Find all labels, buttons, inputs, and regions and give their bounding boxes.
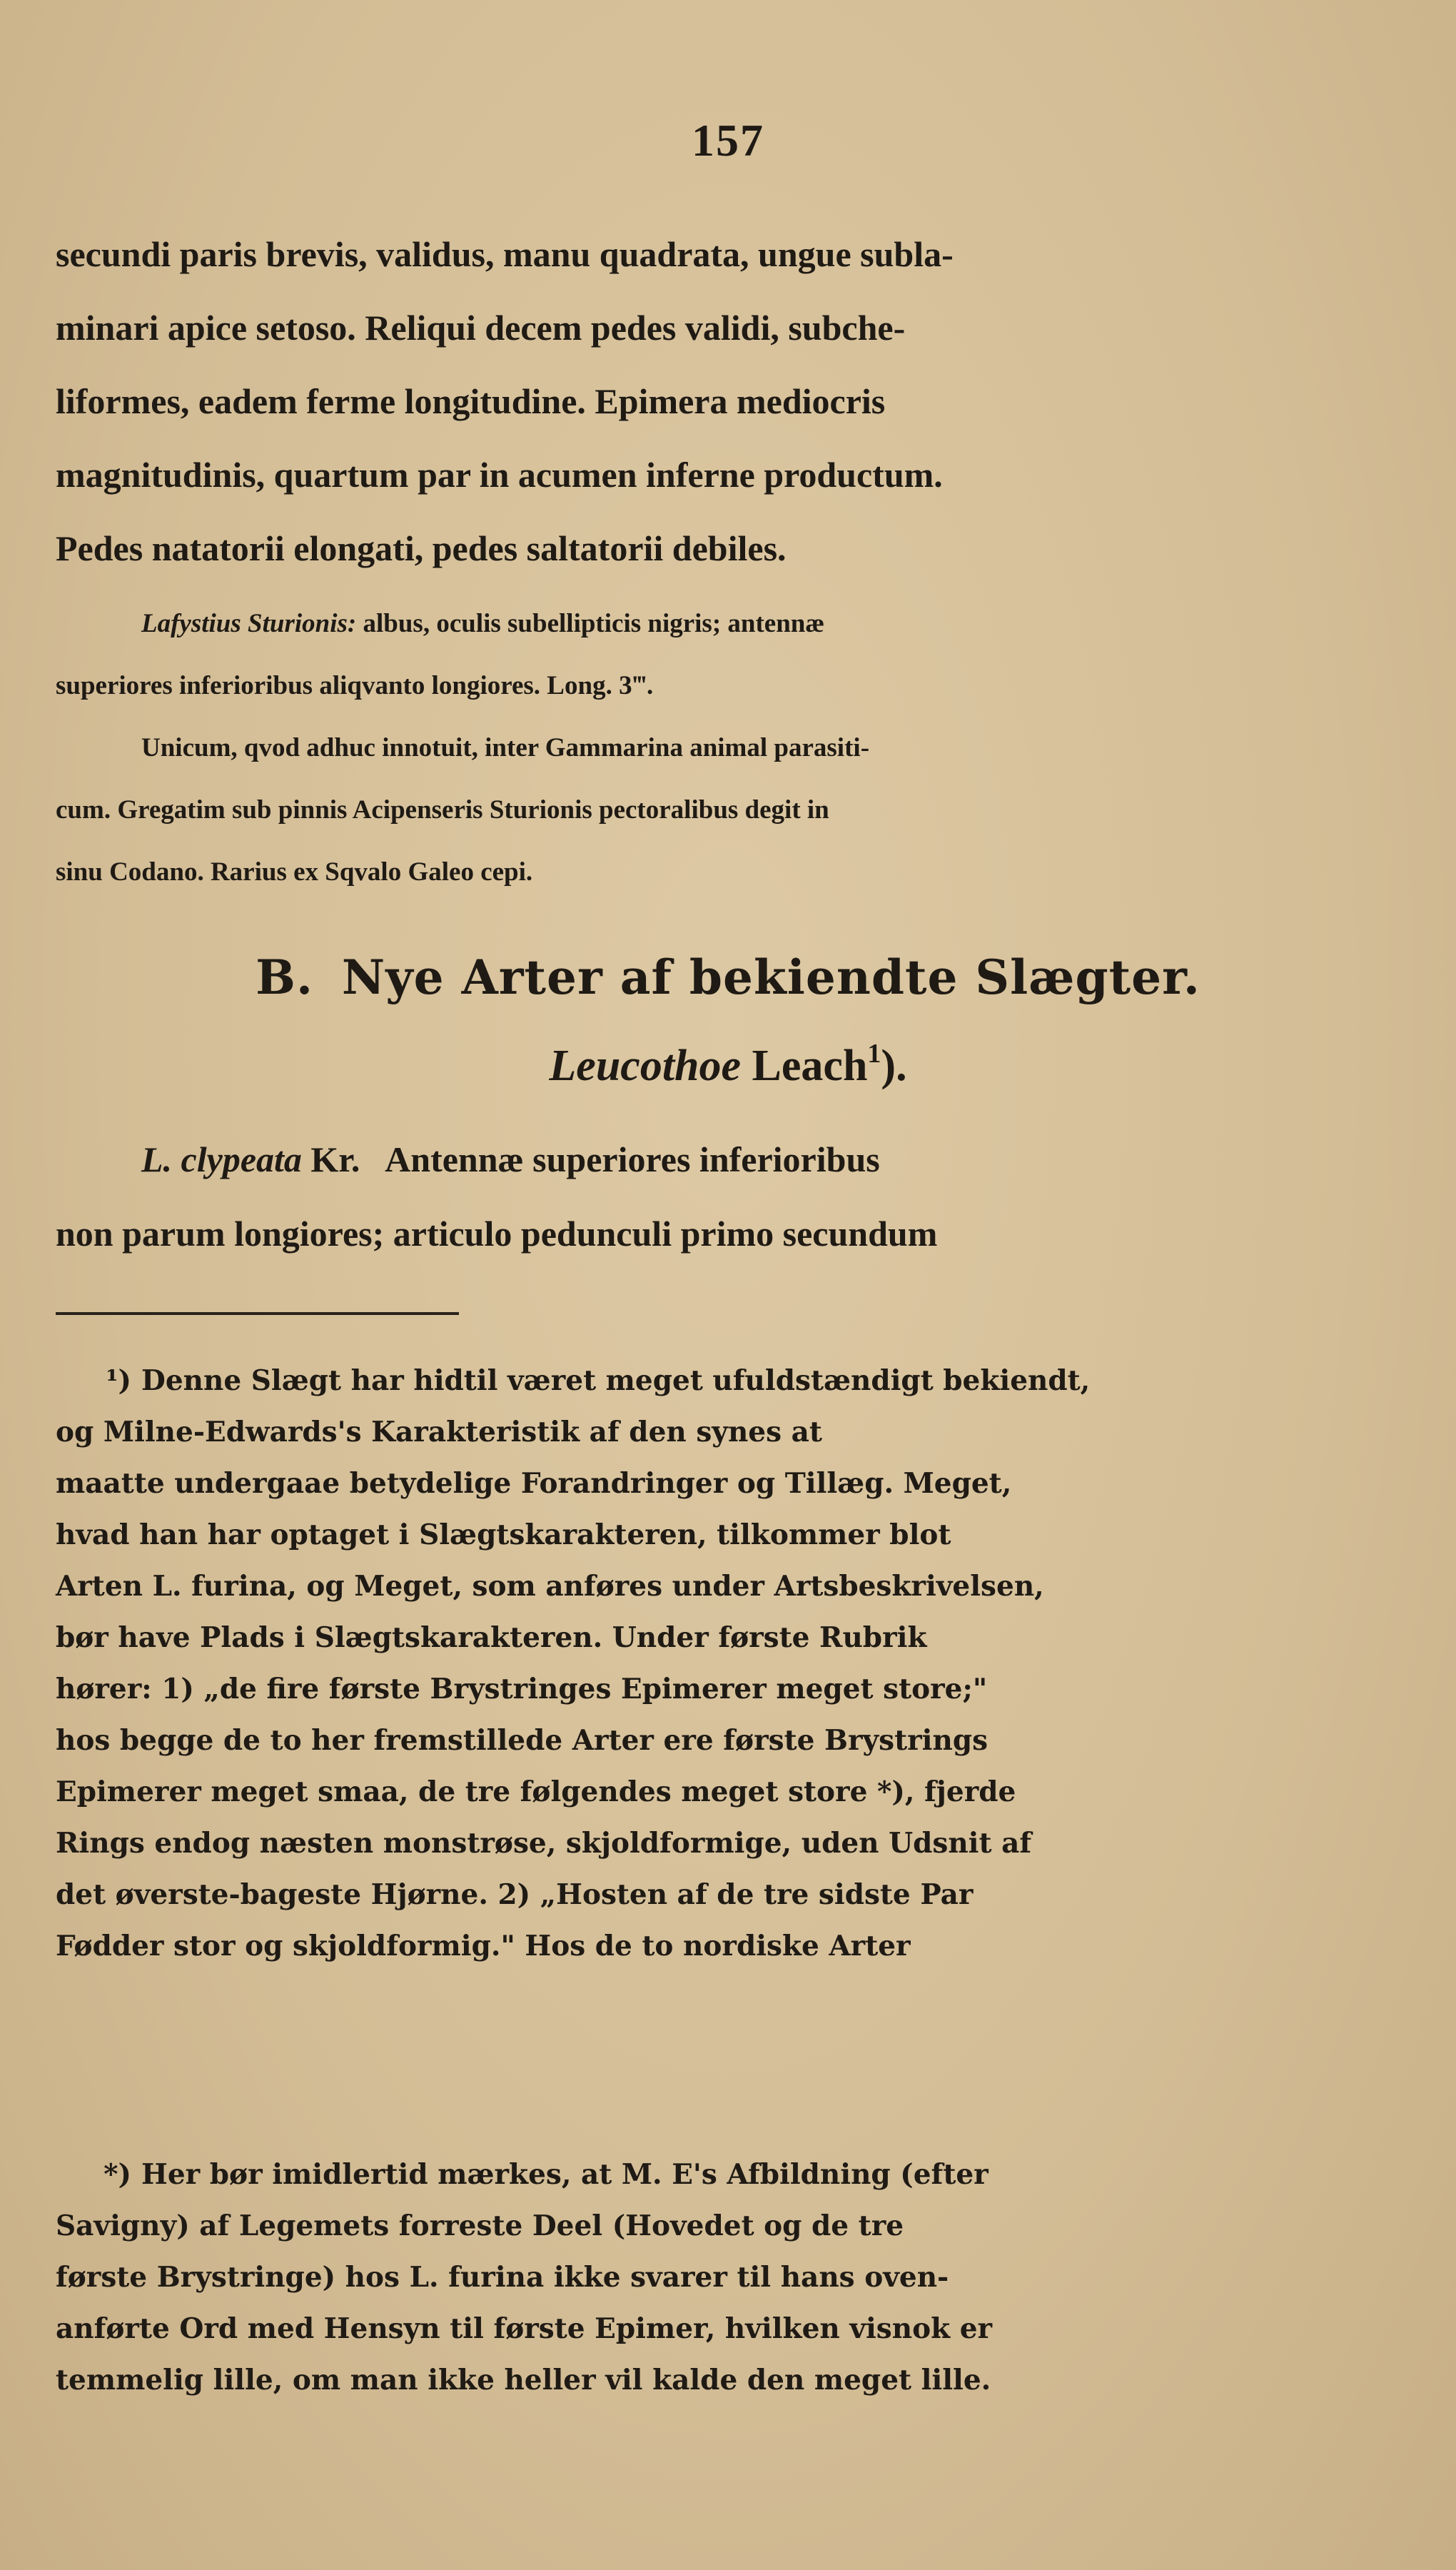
text-line: liformes, eadem ferme longitudine. Epimera mediocris [56,381,886,421]
text-line: det øverste-bageste Hjørne. 2) „Hosten af de tre sidste Par [56,1878,974,1911]
footnote-text: Her bør imidlertid mærkes, at M. E's Afbildning (efter [141,2158,989,2191]
text-line: temmelig lille, om man ikke heller vil kalde den meget lille. [56,2364,991,2397]
text-line: magnitudinis, quartum par in acumen inferne productum. [56,455,943,495]
section-heading [0,949,1456,1005]
footnote-mark: *) [103,2158,131,2191]
species-description: Antennæ superiores inferioribus [385,1139,880,1179]
main-paragraph [56,218,1289,585]
footnote-1 [56,1355,1289,1972]
text-line: Fødder stor og skjoldformig." Hos de to nordiske Arter [56,1930,911,1962]
footnote-mark: ¹) [106,1364,131,1397]
text-line: hvad han har optaget i Slægtskarakteren, tilkommer blot [56,1518,951,1551]
text-line: Pedes natatorii elongati, pedes saltatorii debiles. [56,528,787,568]
footnote-text: Denne Slægt har hidtil været meget ufuldstændigt bekiendt, [141,1364,1091,1397]
text-line: Unicum, qvod adhuc innotuit, inter Gammarina animal parasiti- [141,733,870,762]
species-name: Lafystius Sturionis: [141,609,357,638]
genus-heading [0,1041,1456,1092]
text-line: Epimerer meget smaa, de tre følgendes meget store *), fjerde [56,1775,1016,1808]
text-line: minari apice setoso. Reliqui decem pedes validi, subche- [56,308,906,348]
text-line: Rings endog næsten monstrøse, skjoldformige, uden Udsnit af [56,1827,1032,1860]
text-line [56,593,1289,655]
text-line: Savigny) af Legemets forreste Deel (Hovedet og de tre [56,2209,904,2242]
text-line [56,1122,1289,1196]
text-line: secundi paris brevis, validus, manu quadrata, ungue subla- [56,234,954,274]
species-author: Kr. [310,1139,360,1179]
text-line: hos begge de to her fremstillede Arter ere første Brystrings [56,1724,989,1757]
text-line [56,2149,1289,2200]
text-line: non parum longiores; articulo pedunculi primo secundum [56,1214,938,1254]
text-line [56,1355,1289,1406]
section-title: Nye Arter af bekiendte Slægter. [341,949,1200,1005]
text-line: hører: 1) „de fire første Brystringes Epimerer meget store;" [56,1673,988,1705]
footnote-rule [56,1312,459,1315]
text-line: bør have Plads i Slægtskarakteren. Under første Rubrik [56,1621,927,1654]
text-line: superiores inferioribus aliqvanto longiores. Long. 3‴. [56,671,654,700]
species-note [56,593,1289,903]
species-name: L. clypeata [141,1139,302,1179]
text-line: første Brystringe) hos L. furina ikke svarer til hans oven- [56,2261,949,2294]
text-line: maatte undergaae betydelige Forandringer og Tillæg. Meget, [56,1467,1012,1500]
genus-author: Leach [752,1042,868,1090]
species-entry [56,1122,1289,1271]
text-line: sinu Codano. Rarius ex Sqvalo Galeo cepi. [56,857,533,887]
text-line: anførte Ord med Hensyn til første Epimer, hvilken visnok er [56,2312,993,2345]
footnote-ref: 1 [867,1039,881,1069]
text-line: cum. Gregatim sub pinnis Acipenseris Sturionis pectoralibus degit in [56,795,829,825]
section-letter: B. [256,949,313,1005]
species-description: albus, oculis subellipticis nigris; antennæ [363,609,825,638]
text-line: Arten L. furina, og Meget, som anføres under Artsbeskrivelsen, [56,1570,1044,1603]
text-line: og Milne-Edwards's Karakteristik af den synes at [56,1416,822,1448]
footnote-2 [56,2149,1289,2406]
page-number: 157 [692,115,764,166]
genus-name: Leucothoe [549,1042,742,1090]
genus-close: ). [881,1042,907,1090]
